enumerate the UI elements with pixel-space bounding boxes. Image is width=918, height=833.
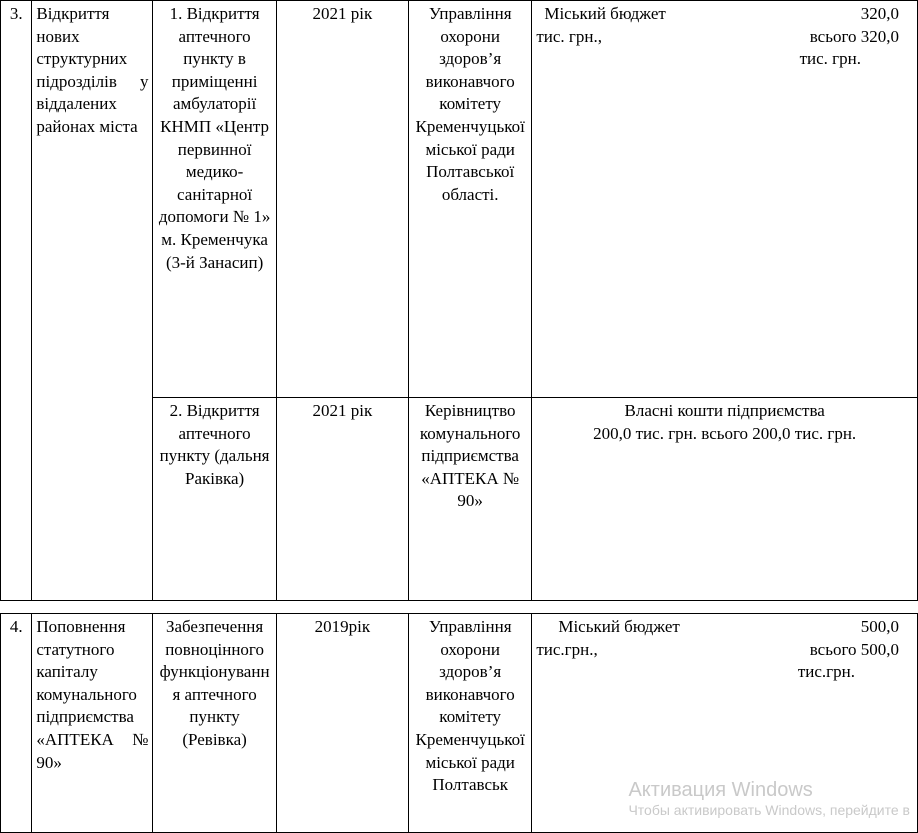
- row-number: 4.: [9, 617, 23, 636]
- term-text: 2019рік: [314, 617, 371, 636]
- spacer-number: [1, 601, 32, 614]
- step-text: 1. Відкриття аптечного пункту в приміщенні амбулаторії КНМП «Центр первинної медико-санітарної допомоги № 1» м. Кременчука (3-й Занасип): [158, 4, 271, 272]
- financing-cell: [532, 1, 918, 398]
- row-number: 3.: [9, 4, 23, 23]
- row-number-cell: [1, 1, 32, 601]
- measure-cell: [32, 1, 153, 601]
- term-cell: [276, 398, 408, 601]
- table-spacer-row: [1, 601, 918, 614]
- financing-cell: [532, 614, 918, 833]
- table-row: [1, 614, 918, 833]
- financing-total: всього 500,0: [809, 639, 899, 659]
- table-row: [1, 1, 918, 398]
- financing-unit: тис. грн.,: [536, 26, 602, 46]
- row-number-cell: [1, 614, 32, 833]
- step-cell: [153, 614, 276, 833]
- financing-amount: 500,0: [860, 617, 899, 636]
- step-cell: [153, 398, 276, 601]
- financing-amount: 200,0 тис. грн. всього 200,0 тис. грн.: [593, 423, 857, 443]
- watermark-title: Активация Windows: [628, 778, 813, 801]
- responsible-text: Управління охорони здоров’я виконавчого комітету Кременчуцької міської ради Полтавськ: [415, 617, 525, 795]
- responsible-text: Управління охорони здоров’я виконавчого комітету Кременчуцької міської ради Полтавської області.: [415, 4, 525, 204]
- spacer-step: [153, 601, 276, 614]
- measure-text: Відкриття нових структурних підрозділів у віддалених районах міста: [36, 4, 149, 137]
- spacer-responsible: [409, 601, 532, 614]
- financing-total: всього 320,0: [809, 26, 899, 46]
- responsible-cell: [409, 1, 532, 398]
- measure-cell: [32, 614, 153, 833]
- measure-text: Поповнення статутного капіталу комунального підприємства «АПТЕКА № 90»: [36, 617, 149, 772]
- term-text: 2021 рік: [312, 4, 373, 23]
- step-cell: [153, 1, 276, 398]
- responsible-cell: [409, 614, 532, 833]
- spacer-financing: [532, 601, 918, 614]
- term-text: 2021 рік: [312, 401, 373, 420]
- step-text: Забезпечення повноцінного функціонування аптечного пункту (Ревівка): [159, 617, 270, 750]
- responsible-text: Керівництво комунального підприємства «АПТЕКА № 90»: [419, 401, 521, 511]
- financing-total-unit: тис. грн.: [799, 49, 861, 69]
- financing-source: Власні кошти підприємства: [624, 401, 825, 420]
- step-text: 2. Відкриття аптечного пункту (дальня Раківка): [159, 401, 270, 488]
- responsible-cell: [409, 398, 532, 601]
- financing-amount: 320,0: [860, 4, 899, 23]
- financing-total-unit: тис.грн.: [797, 662, 855, 682]
- term-cell: [276, 614, 408, 833]
- spacer-term: [276, 601, 408, 614]
- spacer-measure: [32, 601, 153, 614]
- financing-source: Міський бюджет: [544, 4, 666, 23]
- financing-unit: тис.грн.,: [536, 639, 598, 659]
- financing-source: Міський бюджет: [558, 617, 680, 636]
- term-cell: [276, 1, 408, 398]
- financing-cell: [532, 398, 918, 601]
- watermark-subtitle: Чтобы активировать Windows, перейдите в: [628, 801, 910, 818]
